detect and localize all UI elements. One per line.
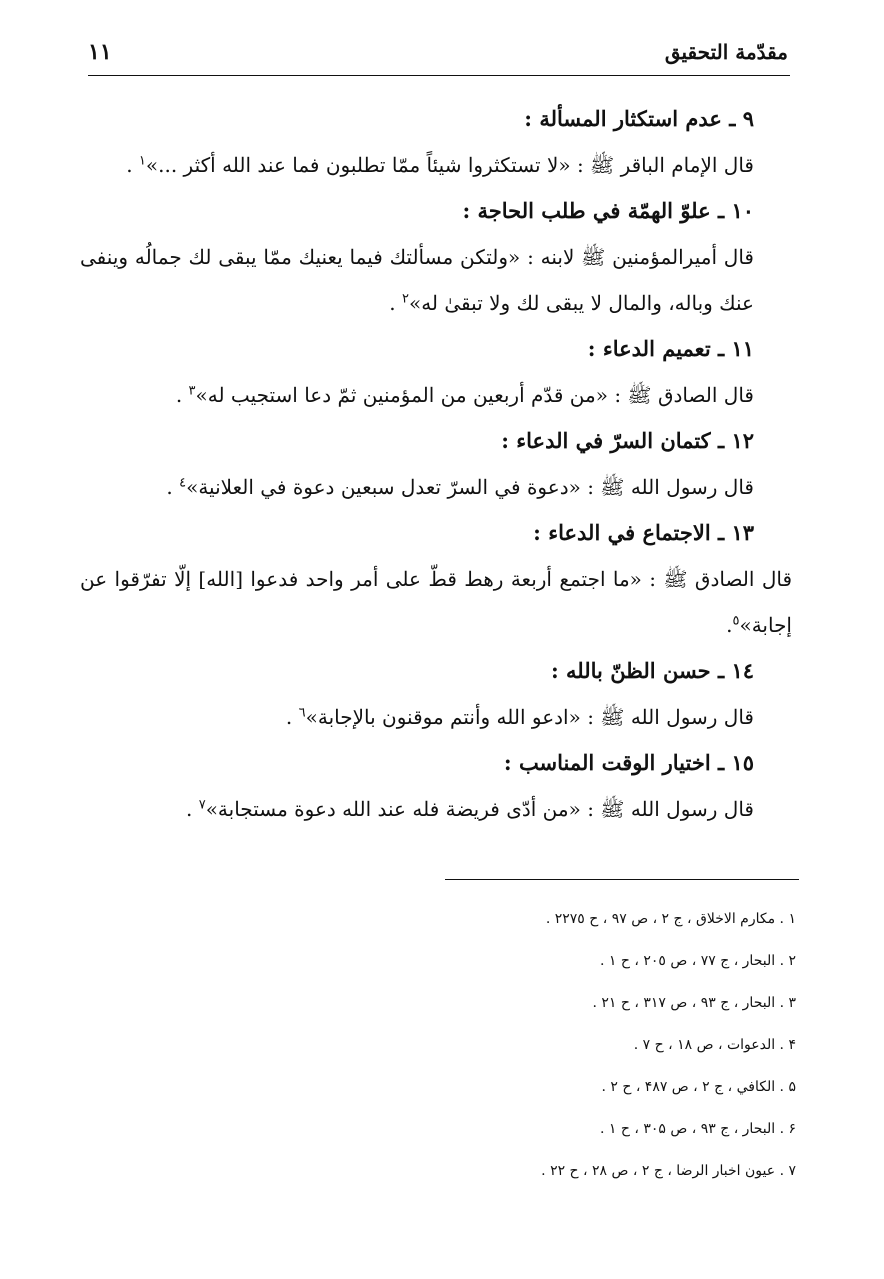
quote-end: .	[389, 291, 402, 315]
section-heading: ١٠ ـ علوّ الهمّة في طلب الحاجة :	[462, 198, 754, 223]
quote-paragraph	[80, 234, 792, 326]
footnote: ٣ . البحار ، ج ٩٣ ، ص ٣١٧ ، ح ٢١ .	[592, 995, 796, 1011]
footnote: ١ . مكارم الاخلاق ، ج ٢ ، ص ٩٧ ، ح ٢٢٧٥ .	[545, 911, 796, 927]
footnote: ٧ . عيون اخبار الرضا ، ج ٢ ، ص ٢٨ ، ح ٢٢ .	[541, 1163, 796, 1179]
footnote-ref: ٦	[298, 705, 306, 721]
page-number: ١١	[88, 39, 112, 65]
quote-text: قال رسول الله ﷺ : «من أدّى فريضة فله عند الله دعوة مستجابة»	[205, 797, 754, 821]
section-heading: ١٤ ـ حسن الظنّ بالله :	[550, 658, 754, 683]
section-heading: ٩ ـ عدم استكثار المسألة :	[524, 106, 754, 131]
quote-end: .	[126, 153, 139, 177]
main-text	[80, 96, 792, 832]
running-header	[88, 30, 788, 74]
header-rule	[88, 75, 790, 76]
footnote-ref: ٤	[179, 475, 187, 491]
quote-end: .	[185, 797, 199, 821]
footnote-rule	[445, 879, 799, 880]
quote-paragraph	[80, 694, 792, 740]
quote-text: قال الصادق ﷺ : «ما اجتمع أربعة رهط قطّ على أمر واحد فدعوا [الله] إلّا تفرّقوا عن إجابة»	[80, 567, 792, 637]
footnotes	[400, 898, 796, 1192]
quote-paragraph	[80, 464, 792, 510]
quote-text: قال الإمام الباقر ﷺ : «لا تستكثروا شيئاً ممّا تطلبون فما عند الله أكثر ...»	[145, 153, 754, 177]
quote-end: .	[285, 705, 299, 729]
quote-end: .	[726, 613, 733, 637]
section-heading: ١٥ ـ اختيار الوقت المناسب :	[503, 750, 754, 775]
footnote-ref: ٢	[401, 291, 409, 307]
footnote-ref: ٧	[198, 797, 206, 813]
quote-paragraph	[80, 142, 792, 188]
section-heading: ١١ ـ تعميم الدعاء :	[587, 336, 754, 361]
footnote: ٢ . البحار ، ج ٧٧ ، ص ٢٠٥ ، ح ١ .	[600, 953, 796, 969]
header-title: مقدّمة التحقيق	[664, 40, 788, 64]
quote-text: قال الصادق ﷺ : «من قدّم أربعين من المؤمنين ثمّ دعا استجيب له»	[195, 383, 754, 407]
footnote: ۵ . الكافي ، ج ٢ ، ص ۴٨٧ ، ح ٢ .	[601, 1079, 796, 1095]
quote-text: قال رسول الله ﷺ : «ادعو الله وأنتم موقنون بالإجابة»	[305, 705, 754, 729]
section-heading: ١٢ ـ كتمان السرّ في الدعاء :	[501, 428, 754, 453]
quote-paragraph	[80, 786, 792, 832]
quote-end: .	[175, 383, 189, 407]
footnote: ۴ . الدعوات ، ص ١٨ ، ح ٧ .	[633, 1037, 796, 1053]
quote-text: قال أميرالمؤمنين ﷺ لابنه : «ولتكن مسألتك فيما يعنيك ممّا يبقى لك جمالُه وينفى عنك وباله، والمال لا يبقى لك ولا تبقىٰ له»	[80, 245, 754, 315]
footnote-ref: ١	[138, 153, 146, 169]
quote-text: قال رسول الله ﷺ : «دعوة في السرّ تعدل سبعين دعوة في العلانية»	[186, 475, 754, 499]
quote-paragraph	[80, 556, 792, 648]
footnote-ref: ٣	[188, 383, 196, 399]
footnote-ref: ٥	[732, 613, 740, 629]
footnote: ۶ . البحار ، ج ٩٣ ، ص ٣٠۵ ، ح ١ .	[600, 1121, 796, 1137]
section-heading: ١٣ ـ الاجتماع في الدعاء :	[533, 520, 754, 545]
quote-paragraph	[80, 372, 792, 418]
quote-end: .	[166, 475, 180, 499]
